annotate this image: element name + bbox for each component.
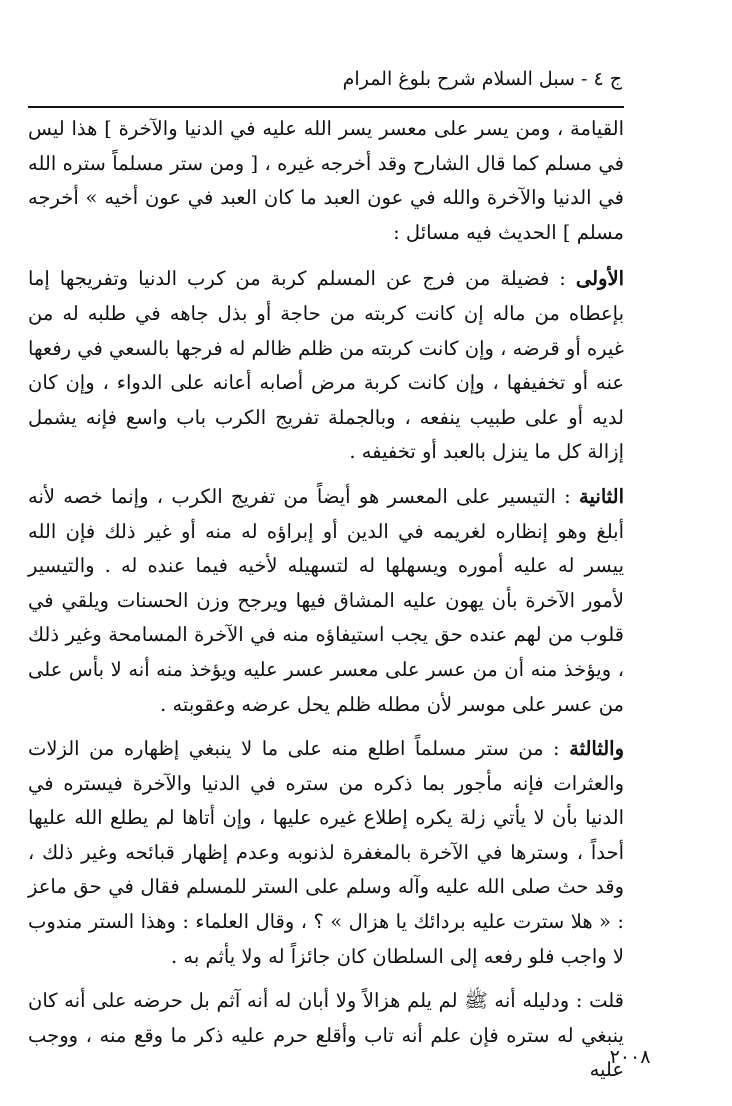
paragraph-third-issue bbox=[28, 732, 624, 974]
paragraph-first-issue bbox=[28, 262, 624, 470]
second-issue-keyword: الثانية bbox=[579, 484, 624, 508]
paragraph-second-issue bbox=[28, 480, 624, 722]
first-issue-text: : فضيلة من فرج عن المسلم كربة من كرب الدنيا وتفريجها إما بإعطاه من ماله إن كانت كربته من حاجة أو بذل جاهه في طلبه له من غيره أو قرضه ، وإن كانت كربته من ظلم ظالم له فرجها بالسعي في رفعها عنه أو تخفيفها ، وإن كانت كربة مرض أصابه أعانه على الدواء ، وإن كان لديه أو على طبيب ينفعه ، وبالجملة تفريج الكرب باب واسع فإنه يشمل إزالة كل ما ينزل بالعبد أو تخفيفه . bbox=[28, 267, 624, 464]
first-issue-keyword: الأولى bbox=[575, 267, 624, 291]
paragraph-comment: قلت : ودليله أنه ﷺ لم يلم هزالاً ولا أبان له أنه آثم بل حرضه على أنه كان ينبغي له ستره فإن علم أنه تاب وأقلع حرم عليه ذكر ما وقع منه ، ووجب عليه bbox=[28, 989, 624, 1082]
running-header: ج ٤ - سبل السلام شرح بلوغ المرام bbox=[342, 68, 622, 90]
third-issue-text: : من ستر مسلماً اطلع منه على ما لا ينبغي إظهاره من الزلات والعثرات فإنه مأجور بما ذكره من ستره في الدنيا والآخرة فيستره في الدنيا بأن لا يأتي زلة يكره إطلاع غيره عليها ، وإن أتاها لم يطلع الله عليها أحداً ، وسترها في الآخرة بالمغفرة لذنوبه وعدم إظهار قبائحه وغير ذلك ، وقد حث صلى الله عليه وآله وسلم على الستر للمسلم فقال في حق ماعز : « هلا سترت عليه بردائك يا هزال » ؟ ، وقال العلماء : وهذا الستر مندوب لا واجب فلو رفعه إلى السلطان كان جائزاً له ولا يأثم به . bbox=[28, 737, 624, 968]
second-issue-text: : التيسير على المعسر هو أيضاً من تفريج الكرب ، وإنما خصه لأنه أبلغ وهو إنظاره لغريمه في الدين أو إبراؤه له منه أو غير ذلك فإن الله ييسر له عليه أموره ويسهلها له لتسهيله لأخيه فيما عنده له . والتيسير لأمور الآخرة بأن يهون عليه المشاق فيها ويرجح وزن الحسنات ويلقي في قلوب من لهم عنده حق يجب استيفاؤه منه في الآخرة المسامحة وغير ذلك ، ويؤخذ منه أن من عسر على معسر عسر عليه ويؤخذ منه أنه لا بأس على من عسر على موسر لأن مطله ظلم يحل عرضه وعقوبته . bbox=[28, 484, 624, 716]
paragraph-intro: القيامة ، ومن يسر على معسر يسر الله عليه في الدنيا والآخرة ] هذا ليس في مسلم كما قال الشارح وقد أخرجه غيره ، [ ومن ستر مسلماً ستره الله في الدنيا والآخرة والله في عون العبد ما كان العبد في عون أخيه » أخرجه مسلم ] الحديث فيه مسائل : bbox=[28, 117, 624, 244]
header-divider bbox=[28, 106, 624, 108]
third-issue-keyword: والثالثة bbox=[569, 737, 624, 761]
page-body bbox=[28, 112, 624, 1100]
page-number: ٢٠٠٨ bbox=[609, 1046, 651, 1068]
